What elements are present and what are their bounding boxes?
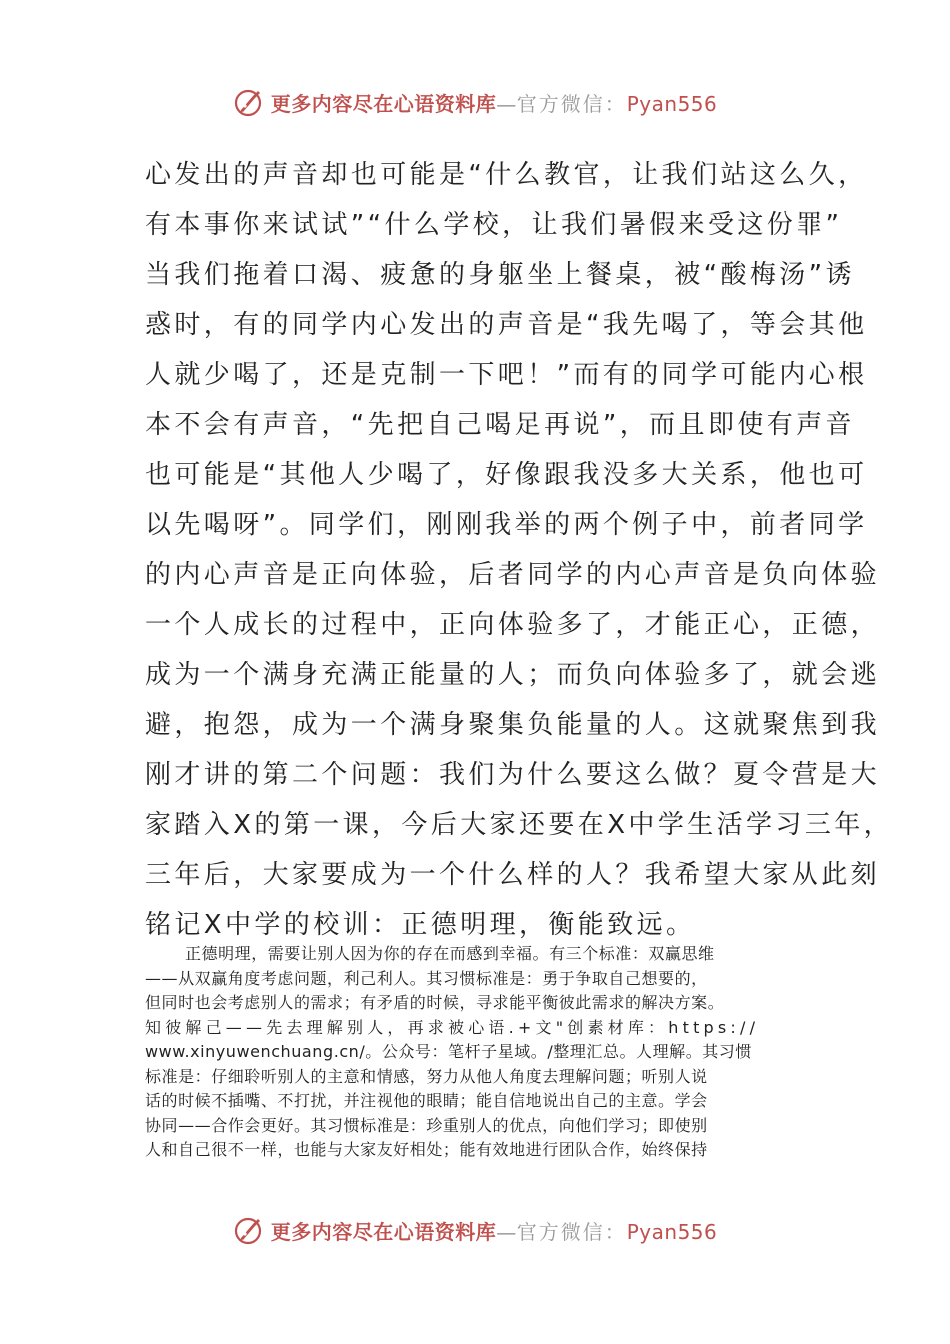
main-line: 以先喝呀”。同学们，刚刚我举的两个例子中，前者同学 <box>145 510 868 540</box>
header-banner <box>0 80 950 124</box>
main-line: 当我们拖着口渴、疲惫的身躯坐上餐桌，被“酸梅汤”诱 <box>145 260 855 290</box>
small-line: ——从双赢角度考虑问题，利己利人。其习惯标准是：勇于争取自己想要的， <box>145 968 708 988</box>
header-dash: — <box>496 91 517 116</box>
small-line: 协同——合作会更好。其习惯标准是：珍重别人的优点，向他们学习；即使别 <box>145 1115 708 1135</box>
small-line: 但同时也会考虑别人的需求；有矛盾的时候，寻求能平衡彼此需求的解决方案。 <box>145 993 725 1012</box>
header-brand: 更多内容尽在心语资料库 <box>270 91 497 116</box>
header-wechat-label: 官方微信： <box>516 91 627 116</box>
footer-wechat-label: 官方微信： <box>516 1219 627 1244</box>
header-banner-text <box>271 88 718 117</box>
main-line: 铭记X中学的校训：正德明理，衡能致远。 <box>145 910 696 940</box>
footer-wechat-id: Pyan556 <box>626 1219 718 1244</box>
main-line: 有本事你来试试”“什么学校，让我们暑假来受这份罪” <box>145 210 843 240</box>
footer-banner <box>0 1208 950 1252</box>
main-line: 的内心声音是正向体验，后者同学的内心声音是负向体验 <box>145 560 881 590</box>
main-line: 成为一个满身充满正能量的人；而负向体验多了，就会逃 <box>145 660 881 690</box>
small-line: 人和自己很不一样，也能与大家友好相处；能有效地进行团队合作，始终保持 <box>145 1140 708 1159</box>
main-line: 心发出的声音却也可能是“什么教官，让我们站这么久， <box>145 160 868 190</box>
main-line: 三年后，大家要成为一个什么样的人？我希望大家从此刻 <box>145 860 881 890</box>
footer-brand: 更多内容尽在心语资料库 <box>270 1219 497 1244</box>
main-paragraph <box>145 150 894 950</box>
header-wechat-id: Pyan556 <box>626 91 718 116</box>
main-line: 一个人成长的过程中，正向体验多了，才能正心，正德， <box>145 610 881 640</box>
small-line: www.xinyuwenchuang.cn/。公众号：笔杆子星域。/整理汇总。人理解。其习惯 <box>145 1042 752 1061</box>
small-paragraph <box>145 942 810 1163</box>
footer-banner-text <box>271 1216 718 1245</box>
main-line: 刚才讲的第二个问题：我们为什么要这么做？夏令营是大 <box>145 760 881 790</box>
main-line: 人就少喝了，还是克制一下吧！”而有的同学可能内心根 <box>145 360 868 390</box>
small-line: 正德明理，需要让别人因为你的存在而感到幸福。有三个标准：双赢思维 <box>185 944 715 963</box>
footer-dash: — <box>496 1219 517 1244</box>
small-line: 标准是：仔细聆听别人的主意和情感，努力从他人角度去理解问题；听别人说 <box>145 1066 708 1086</box>
main-line: 避，抱怨，成为一个满身聚集负能量的人。这就聚焦到我 <box>145 710 881 740</box>
small-line: 知彼解己——先去理解别人，再求被心语.+文"创素材库：https:// <box>145 1017 760 1037</box>
main-line: 也可能是“其他人少喝了，好像跟我没多大关系，他也可 <box>145 460 868 490</box>
main-line: 惑时，有的同学内心发出的声音是“我先喝了，等会其他 <box>145 310 868 340</box>
pen-nib-logo-icon <box>233 86 265 118</box>
main-line: 家踏入X的第一课，今后大家还要在X中学生活学习三年， <box>145 810 894 840</box>
small-line: 话的时候不插嘴、不打扰，并注视他的眼睛；能自信地说出自己的主意。学会 <box>145 1091 708 1110</box>
pen-nib-logo-icon <box>233 1214 265 1246</box>
main-line: 本不会有声音，“先把自己喝足再说”，而且即使有声音 <box>145 410 855 440</box>
